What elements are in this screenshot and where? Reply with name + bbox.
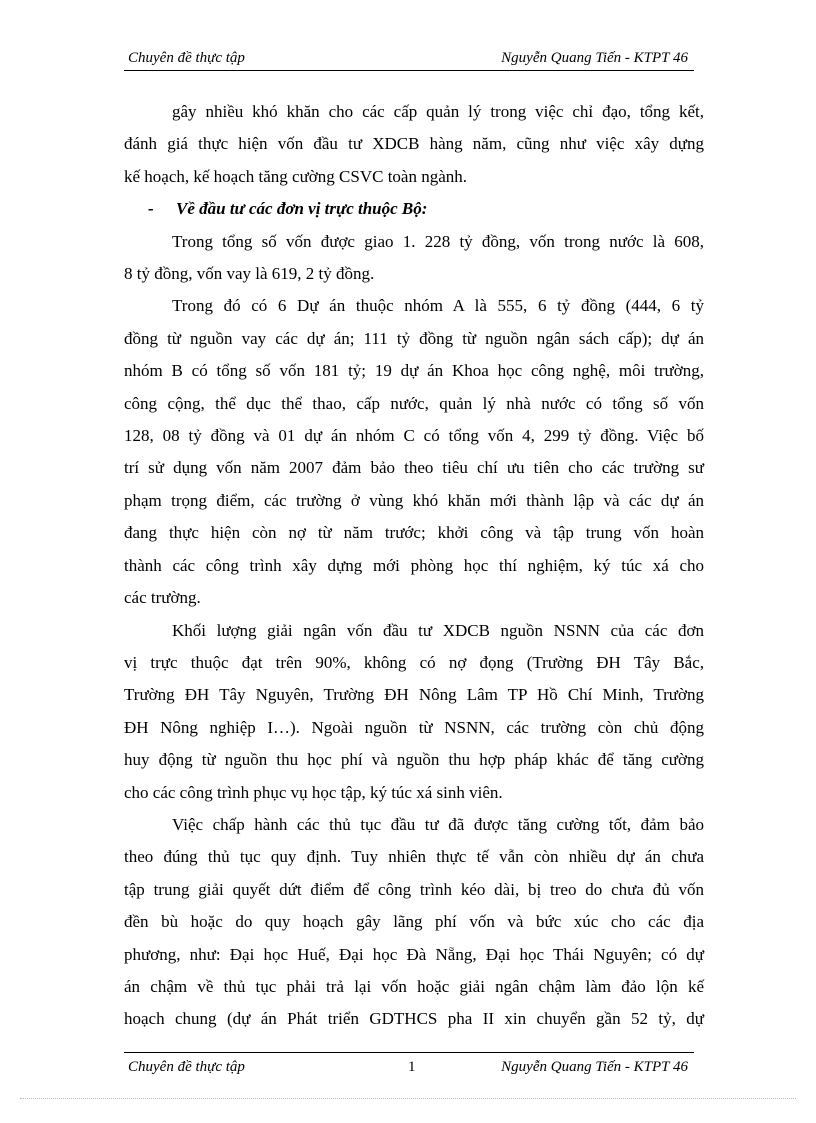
page-header <box>124 48 694 71</box>
body-line: phạm trọng điểm, các trường ở vùng khó khăn mới thành lập và các dự án <box>124 490 704 510</box>
body-line: án chậm về thủ tục phải trả lại vốn hoặc giải ngân chậm làm đảo lộn kế <box>124 976 704 996</box>
body-line: gây nhiều khó khăn cho các cấp quản lý trong việc chỉ đạo, tổng kết, <box>172 102 704 121</box>
body-line: huy động từ nguồn thu học phí và nguồn thu hợp pháp khác để tăng cường <box>124 750 704 770</box>
body-line: các trường. <box>124 588 201 608</box>
bullet-dash: - <box>148 199 154 219</box>
body-line: Việc chấp hành các thủ tục đầu tư đã được tăng cường tốt, đảm bảo <box>172 814 704 834</box>
body-line: Trường ĐH Tây Nguyên, Trường ĐH Nông Lâm TP Hồ Chí Minh, Trường <box>124 685 704 705</box>
body-line: trí sử dụng vốn năm 2007 đảm bảo theo tiêu chí ưu tiên cho các trường sư <box>124 458 704 478</box>
document-body <box>124 96 704 1036</box>
footer-author: Nguyễn Quang Tiến - KTPT 46 <box>501 1059 688 1075</box>
body-line: 128, 08 tỷ đồng và 01 dự án nhóm C có tổng vốn 4, 299 tỷ đồng. Việc bố <box>124 426 704 446</box>
page-edge-divider <box>20 1098 796 1099</box>
body-line: theo đúng thủ tục quy định. Tuy nhiên thực tế vẫn còn nhiều dự án chưa <box>124 847 704 867</box>
body-line: hoạch chung (dự án Phát triển GDTHCS pha II xin chuyển gần 52 tỷ, dự <box>124 1009 704 1029</box>
body-line: đồng từ nguồn vay các dự án; 111 tỷ đồng từ nguồn ngân sách cấp); dự án <box>124 328 704 348</box>
header-left-title: Chuyên đề thực tập <box>128 50 245 66</box>
body-line: tập trung giải quyết dứt điểm để công trình kéo dài, bị treo do chưa đủ vốn <box>124 879 704 899</box>
header-author: Nguyễn Quang Tiến - KTPT 46 <box>501 50 688 66</box>
body-line: thành các công trình xây dựng mới phòng học thí nghiệm, ký túc xá cho <box>124 555 704 575</box>
body-line: cho các công trình phục vụ học tập, ký túc xá sinh viên. <box>124 782 503 802</box>
body-line: phương, như: Đại học Huế, Đại học Đà Nẵng, Đại học Thái Nguyên; có dự <box>124 944 704 964</box>
body-line: công cộng, thể dục thể thao, cấp nước, quản lý nhà nước có tổng số vốn <box>124 393 704 413</box>
section-heading <box>124 193 704 225</box>
body-line: Khối lượng giải ngân vốn đầu tư XDCB nguồn NSNN của các đơn <box>172 620 704 640</box>
page-number: 1 <box>408 1059 416 1075</box>
page-footer <box>124 1052 694 1079</box>
body-line: nhóm B có tổng số vốn 181 tỷ; 19 dự án Khoa học công nghệ, môi trường, <box>124 361 704 381</box>
body-line: Trong đó có 6 Dự án thuộc nhóm A là 555, 6 tỷ đồng (444, 6 tỷ <box>172 296 704 316</box>
section-heading-text: Về đầu tư các đơn vị trực thuộc Bộ: <box>176 199 428 219</box>
body-line: kế hoạch, kế hoạch tăng cường CSVC toàn ngành. <box>124 166 468 186</box>
body-line: vị trực thuộc đạt trên 90%, không có nợ đọng (Trường ĐH Tây Bắc, <box>124 652 704 672</box>
body-line: đang thực hiện còn nợ từ năm trước; khởi công và tập trung vốn hoàn <box>124 523 704 543</box>
body-line: ĐH Nông nghiệp I…). Ngoài nguồn từ NSNN, các trường còn chủ động <box>124 717 704 737</box>
body-line: đền bù hoặc do quy hoạch gây lãng phí vốn và bức xúc cho các địa <box>124 912 704 932</box>
body-line: Trong tổng số vốn được giao 1. 228 tỷ đồng, vốn trong nước là 608, <box>172 231 704 251</box>
footer-left-title: Chuyên đề thực tập <box>128 1059 245 1075</box>
body-line: 8 tỷ đồng, vốn vay là 619, 2 tỷ đồng. <box>124 264 375 284</box>
body-line: đánh giá thực hiện vốn đầu tư XDCB hàng năm, cũng như việc xây dựng <box>124 134 704 154</box>
